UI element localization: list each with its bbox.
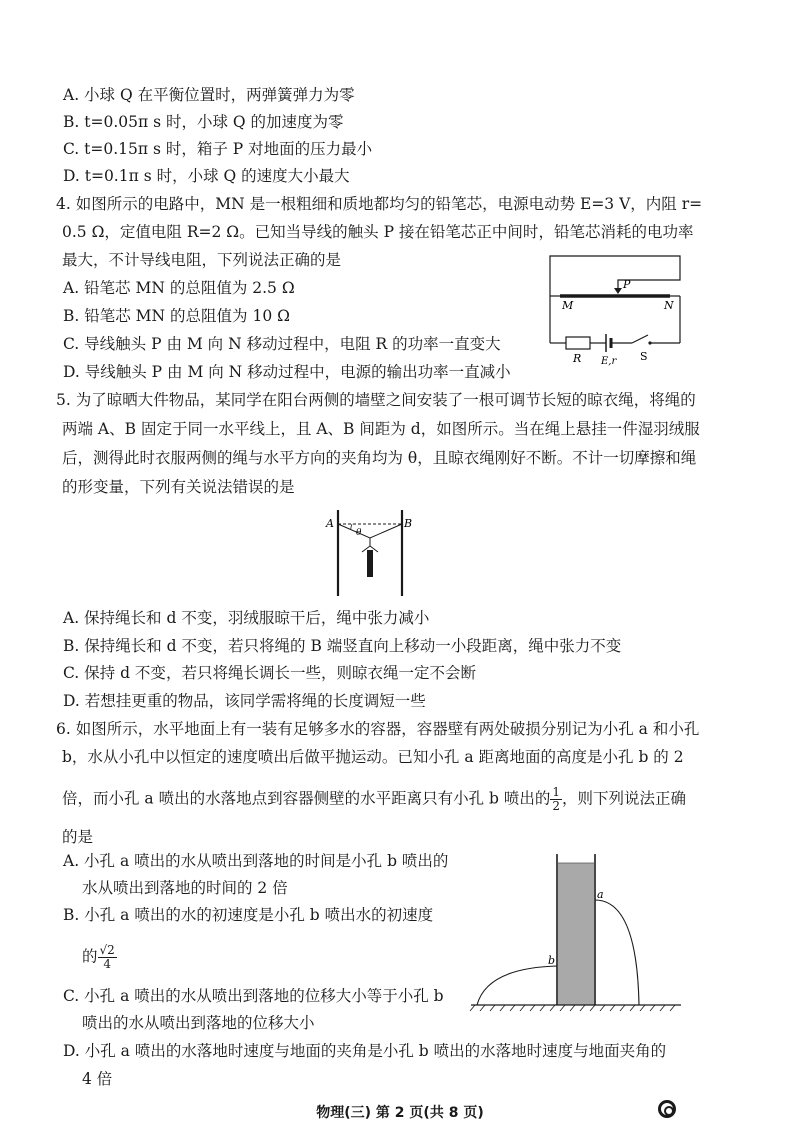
q5-clothesline-diagram	[318, 506, 418, 598]
q6-option-a-line1: A. 小孔 a 喷出的水从喷出到落地的时间是小孔 b 喷出的	[63, 852, 449, 870]
fraction-denominator: 4	[103, 957, 111, 971]
q5-fig-label-a: A	[326, 517, 334, 530]
fraction-numerator: √2	[99, 943, 115, 957]
q4-option-d: D. 导线触头 P 由 M 向 N 移动过程中，电源的输出功率一直减小	[63, 363, 511, 381]
q4-fig-label-r: R	[573, 352, 582, 365]
q6-stem-line1: 6. 如图所示，水平地面上有一装有足够多水的容器，容器壁有两处破损分别记为小孔 a 和小孔	[56, 720, 700, 738]
q4-fig-label-s: S	[640, 350, 648, 363]
q6-fraction-root2-over-4	[98, 944, 117, 971]
q4-fig-label-n: N	[664, 299, 674, 312]
q5-fig-label-theta: θ	[356, 528, 362, 538]
q6-option-d-line2: 4 倍	[82, 1070, 113, 1088]
q6-option-a-line2: 水从喷出到落地的时间的 2 倍	[82, 879, 288, 897]
q6-stem-line3	[62, 786, 686, 813]
water-stream-a	[595, 900, 639, 1005]
q6-stem-line3-end: ，则下列说法正确	[562, 789, 687, 808]
q6-option-b-line2	[82, 944, 117, 971]
fraction-denominator: 2	[552, 799, 561, 813]
q5-option-c: C. 保持 d 不变，若只将绳长调长一些，则晾衣绳一定不会断	[63, 664, 476, 682]
q5-stem-line2: 两端 A、B 固定于同一水平线上，且 A、B 间距为 d，如图所示。当在绳上悬挂一件湿羽绒服	[62, 420, 700, 438]
switch-symbol	[632, 335, 648, 343]
q6-option-d-line1: D. 小孔 a 喷出的水落地时速度与地面的夹角是小孔 b 喷出的水落地时速度与地面夹角的	[63, 1042, 667, 1060]
q4-stem-line3: 最大，不计导线电阻，下列说法正确的是	[62, 251, 342, 269]
fraction-numerator: 1	[552, 785, 561, 799]
q4-stem-line2: 0.5 Ω，定值电阻 R=2 Ω。已知当导线的触头 P 接在铅笔芯正中间时，铅笔芯消耗的电功率	[62, 223, 694, 241]
q4-fig-label-m: M	[562, 299, 574, 312]
q6-fig-label-a: a	[597, 888, 604, 901]
q5-fig-label-b: B	[404, 517, 413, 530]
q6-option-b-prefix: 的	[82, 947, 98, 966]
q6-stem-line2: b，水从小孔中以恒定的速度喷出后做平抛运动。已知小孔 a 距离地面的高度是小孔 b 的 2	[62, 748, 684, 766]
ground-hatching	[470, 1005, 675, 1011]
down-jacket-shape	[367, 550, 373, 577]
q3-option-a: A. 小球 Q 在平衡位置时，两弹簧弹力为零	[63, 86, 355, 104]
q6-fig-label-b: b	[548, 954, 556, 967]
q5-stem-line3: 后，测得此时衣服两侧的绳与水平方向的夹角均为 θ，且晾衣绳刚好不断。不计一切摩擦和绳	[62, 449, 697, 467]
q3-option-d: D. t=0.1π s 时，小球 Q 的速度大小最大	[63, 167, 350, 185]
q6-option-b-line1: B. 小孔 a 喷出的水的初速度是小孔 b 喷出水的初速度	[63, 906, 434, 924]
q4-option-a: A. 铅笔芯 MN 的总阻值为 2.5 Ω	[63, 279, 295, 297]
q4-option-b: B. 铅笔芯 MN 的总阻值为 10 Ω	[63, 307, 290, 325]
target-mark-icon	[658, 1100, 676, 1118]
q6-option-c-line1: C. 小孔 a 喷出的水从喷出到落地的位移大小等于小孔 b	[63, 987, 444, 1005]
q6-container-diagram	[465, 852, 685, 1022]
q5-stem-line1: 5. 为了晾晒大件物品，某同学在阳台两侧的墙壁之间安装了一根可调节长短的晾衣绳，将绳的	[56, 391, 696, 409]
q6-stem-line3-start: 倍，而小孔 a 喷出的水落地点到容器侧壁的水平距离只有小孔 b 喷出的	[62, 789, 551, 808]
q3-option-b: B. t=0.05π s 时，小球 Q 的加速度为零	[63, 113, 344, 131]
q5-option-a: A. 保持绳长和 d 不变，羽绒服晾干后，绳中张力减小	[63, 609, 430, 627]
q6-option-c-line2: 喷出的水从喷出到落地的位移大小	[82, 1014, 315, 1032]
q4-circuit-diagram	[540, 252, 690, 372]
q3-option-c: C. t=0.15π s 时，箱子 P 对地面的压力最小	[63, 140, 373, 158]
page-footer: 物理(三) 第 2 页(共 8 页)	[316, 1105, 484, 1121]
q6-stem-line4: 的是	[62, 828, 94, 846]
water-stream-b	[477, 966, 557, 1005]
q4-fig-label-p: P	[623, 278, 631, 291]
water-column	[558, 863, 594, 1005]
q4-option-c: C. 导线触头 P 由 M 向 N 移动过程中，电阻 R 的功率一直变大	[63, 335, 501, 353]
q6-fraction-one-half	[550, 786, 562, 813]
q5-option-b: B. 保持绳长和 d 不变，若只将绳的 B 端竖直向上移动一小段距离，绳中张力不变	[63, 637, 622, 655]
resistor-symbol	[566, 337, 590, 349]
q5-stem-line4: 的形变量，下列有关说法错误的是	[62, 478, 295, 496]
q4-stem-line1: 4. 如图所示的电路中，MN 是一根粗细和质地都均匀的铅笔芯，电源电动势 E=3 V，内阻 r=	[56, 195, 703, 213]
q5-option-d: D. 若想挂更重的物品，该同学需将绳的长度调短一些	[63, 692, 426, 710]
q4-fig-label-er: E,r	[601, 356, 617, 367]
